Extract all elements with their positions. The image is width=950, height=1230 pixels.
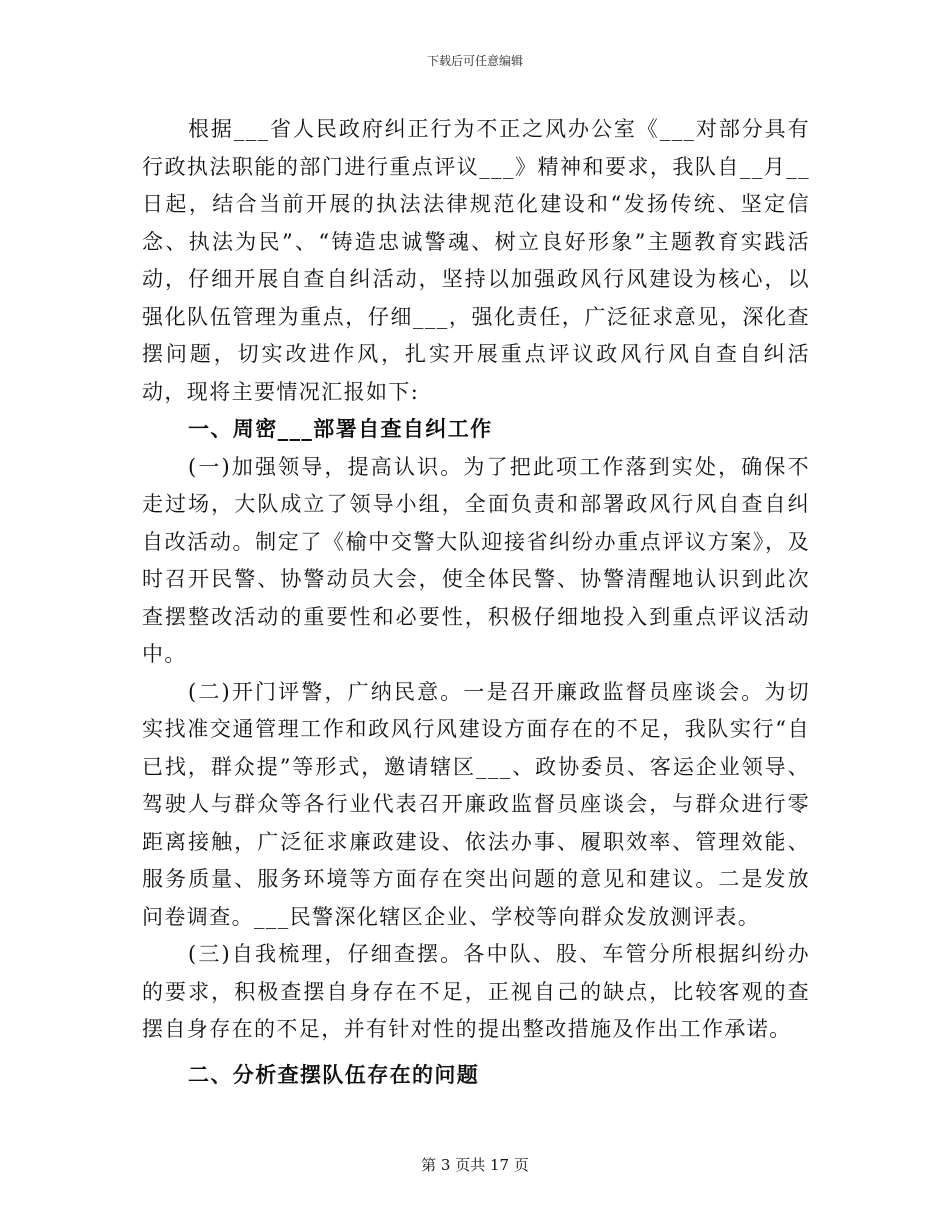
item-paragraph-2: (二)开门评警，广纳民意。一是召开廉政监督员座谈会。为切实找准交通管理工作和政风行风建设方面存在的不足，我队实行“自已找，群众提”等形式，邀请辖区___、政协委员、客运企业领导、驾驶人与群众等各行业代表召开廉政监督员座谈会，与群众进行零距离接触，广泛征求廉政建设、依法办事、履职效率、管理效能、服务质量、服务环境等方面存在突出问题的意见和建议。二是发放问卷调查。___民警深化辖区企业、学校等向群众发放测评表。 bbox=[142, 679, 810, 929]
item-paragraph-3: (三)自我梳理，仔细查摆。各中队、股、车管分所根据纠纷办的要求，积极查摆自身存在不足，正视自己的缺点，比较客观的查摆自身存在的不足，并有针对性的提出整改措施及作出工作承诺。 bbox=[142, 942, 810, 1041]
page-header-note: 下载后可任意编辑 bbox=[426, 54, 523, 68]
page-number: 第 3 页共 17 页 bbox=[421, 1156, 529, 1174]
item-paragraph-1: (一)加强领导，提高认识。为了把此项工作落到实处，确保不走过场，大队成立了领导小组，全面负责和部署政风行风自查自纠自改活动。制定了《榆中交警大队迎接省纠纷办重点评议方案》，及时召开民警、协警动员大会，使全体民警、协警清醒地认识到此次查摆整改活动的重要性和必要性，积极仔细地投入到重点评议活动中。 bbox=[142, 454, 810, 666]
intro-paragraph: 根据___省人民政府纠正行为不正之风办公室《___对部分具有行政执法职能的部门进行重点评议___》精神和要求，我队自__月__日起，结合当前开展的执法法律规范化建设和“发扬传统、坚定信念、执法为民”、“铸造忠诚警魂、树立良好形象”主题教育实践活动，仔细开展自查自纠活动，坚持以加强政风行风建设为核心，以强化队伍管理为重点，仔细___，强化责任，广泛征求意见，深化查摆问题，切实改进作风，扎实开展重点评议政风行风自查自纠活动，现将主要情况汇报如下: bbox=[142, 117, 810, 404]
section-heading-2: 二、分析查摆队伍存在的问题 bbox=[188, 1062, 480, 1087]
document-body bbox=[142, 111, 810, 1094]
section-heading-1: 一、周密___部署自查自纠工作 bbox=[188, 417, 493, 441]
